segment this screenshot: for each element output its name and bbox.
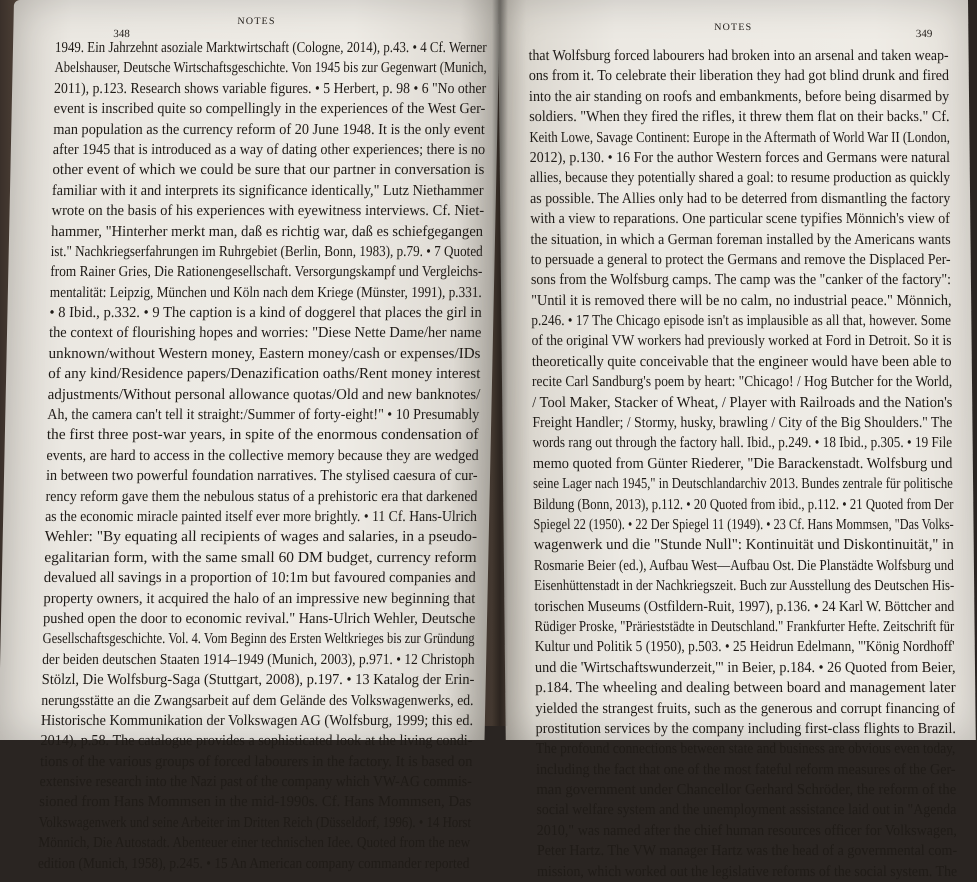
text-line: recite Carl Sandburg's poem by heart: "Chicago! / Hog Butcher for the World, [531, 373, 953, 391]
text-line: with a view to reparations. One particular scene typifies Mönnich's view of [530, 210, 950, 228]
left-page-number: 348 [113, 28, 130, 40]
text-line: events, are hard to access in the collective memory because they are wedged [46, 446, 479, 464]
text-line: as possible. The Allies only had to be deterred from dismantling the factory [529, 189, 951, 207]
text-line: yielded the strangest fruits, such as the generous and corrupt financing of [535, 699, 956, 717]
text-line: to persuade a general to protect the Germans and remove the Displaced Per- [530, 250, 951, 268]
text-line: Wehler: "By equating all recipients of wages and salaries, in a pseudo- [44, 528, 478, 546]
text-line: memo quoted from Günter Riederer, "Die Barackenstadt. Wolfsburg und [532, 454, 953, 472]
text-line: egalitarian form, with the same small 60 DM budget, currency reform [44, 548, 477, 566]
text-line: theoretically quite conceivable that the engineer would have been able to [531, 352, 952, 370]
text-line: und die 'Wirtschaftswunderzeit,'" in Beier, p.184. • 26 Quoted from Beier, [534, 658, 956, 676]
left-page-header [13, 14, 499, 40]
text-line: seine Lager nach 1945," in Deutschlandarchiv 2013. Bundes zentrale für politische [532, 475, 953, 493]
text-line: event is inscribed quite so compellingly in the experiences of the West Ger- [53, 100, 486, 118]
text-line: including the fact that one of the most fateful reform measures of the Ger- [535, 760, 956, 778]
text-line: from Rainer Gries, Die Rationengesellschaft. Versorgungskampf und Vergleichs- [50, 263, 483, 281]
text-line: Spiegel 22 (1950). • 22 Der Spiegel 11 (1949). • 23 Cf. Hans Mommsen, "Das Volks- [533, 515, 954, 533]
text-line: the situation, in which a German foreman installed by the Americans wants [530, 230, 951, 248]
text-line: man government under Chancellor Gerhard Schröder, the reform of the [536, 781, 957, 799]
text-line: 2010," was named after the chief human resources officer for Volkswagen, [536, 821, 957, 839]
text-line: that Wolfsburg forced labourers had broken into an arsenal and taken weap- [528, 47, 949, 64]
text-line: mission, which worked out the legislative reforms of the social system. The [537, 862, 958, 880]
text-line: rency reform gave them the nebulous status of a prehistoric era that darkened [45, 487, 478, 505]
text-line: der beiden deutschen Staaten 1914–1949 (Munich, 2003), p.971. • 12 Christoph [42, 650, 475, 668]
text-line: Keith Lowe, Savage Continent: Europe in the Aftermath of World War II (London, [529, 128, 950, 146]
text-line: Bildung (Bonn, 2013), p.112. • 20 Quoted from ibid., p.112. • 21 Quoted from Der [533, 495, 954, 513]
left-page-text [38, 38, 488, 874]
text-line: prostitution services by the company including first-class flights to Brazil. [535, 719, 957, 737]
text-line: torischen Museums (Ostfildern-Ruit, 1997), p.136. • 24 Karl W. Böttcher and [534, 597, 955, 615]
text-line: Eisenhüttenstadt in der Nachkriegszeit. Buch zur Ausstellung des Deutschen His- [534, 577, 955, 595]
text-line: man population as the currency reform of 20 June 1948. It is the only event [53, 120, 486, 138]
text-line: Mönnich, Die Autostadt. Abenteuer einer technischen Idee. Quoted from the new [38, 834, 471, 852]
text-line: extensive research into the Nazi past of the company which VW-AG commis- [39, 773, 472, 791]
text-line: 1949. Ein Jahrzehnt asoziale Marktwirtschaft (Cologne, 2014), p.43. • 4 Cf. Werner [54, 39, 487, 56]
text-line: wagenwerk und die "Stunde Null": Kontinuität und Diskontinuität," in [533, 536, 954, 554]
text-line: 2012), p.130. • 16 For the author Western forces and Germans were natural [529, 148, 951, 166]
text-line: Stölzl, Die Wolfsburg-Saga (Stuttgart, 2008), p.197. • 13 Katalog der Erin- [41, 671, 475, 689]
text-line: sons from the Wolfsburg camps. The camp was the "canker of the factory": [530, 271, 952, 289]
right-page-number: 349 [915, 28, 933, 40]
text-line: Peter Hartz. The VW manager Hartz was the head of a governmental com- [536, 842, 958, 860]
text-line: unknown/without Western money, Eastern money/cash or expenses/IDs [48, 344, 481, 362]
text-line: into the air standing on roofs and embankments, before being disarmed by [528, 87, 950, 105]
text-line: in between two powerful foundation narratives. The stylised caesura of cur- [45, 467, 478, 485]
text-line: Rüdiger Proske, "Prärieststädte in Deutschland." Frankfurter Hefte. Zeitschrift für [534, 617, 955, 635]
text-line: p.246. • 17 The Chicago episode isn't as implausible as all that, however. Some [531, 312, 952, 330]
left-running-head: NOTES [237, 16, 276, 27]
text-line: property owners, it acquired the halo of an impressive new beginning that [43, 589, 476, 607]
text-line: of the original VW workers had previously worked at Ford in Detroit. So it is [531, 332, 952, 350]
text-line: ist." Nachkriegserfahrungen im Ruhrgebiet (Berlin, Bonn, 1983), p.79. • 7 Quoted [50, 242, 483, 260]
text-line: / Tool Maker, Stacker of Wheat, / Player with Railroads and the Nation's [532, 393, 953, 411]
text-line: Freight Handler; / Stormy, husky, brawling / City of the Big Shoulders." The [532, 414, 953, 432]
text-line: words rang out through the factory hall. Ibid., p.249. • 18 Ibid., p.305. • 19 File [532, 434, 953, 452]
text-line: p.184. The wheeling and dealing between board and management later [535, 679, 956, 697]
text-line: 2011), p.123. Research shows variable figures. • 5 Herbert, p. 98 • 6 "No other [53, 79, 487, 97]
text-line: familiar with it and interprets its significance identically," Lutz Niethammer [51, 181, 484, 199]
text-line: Ah, the camera can't tell it straight:/Summer of forty-eight!" • 10 Presumably [47, 406, 480, 424]
text-line: Rosmarie Beier (ed.), Aufbau West—Aufbau Ost. Die Planstädte Wolfsburg und [533, 556, 954, 574]
text-line: wrote on the basis of his experiences with eyewitness interviews. Cf. Niet- [51, 202, 485, 220]
right-page [498, 0, 976, 880]
right-page-text [528, 46, 957, 882]
text-line: allies, because they potentially shared a goal: to resume production as quickly [529, 169, 951, 187]
text-line: "Until it is removed there will be no calm, no industrial peace." Mönnich, [531, 291, 952, 309]
text-line: hammer, "Hinterher merkt man, daß es richtig war, daß es schiefgegangen [50, 222, 484, 240]
text-line: • 8 Ibid., p.332. • 9 The caption is a kind of doggerel that places the girl in [49, 304, 482, 322]
text-line: The profound connections between state and business are obvious even today, [535, 740, 956, 758]
text-line: tions of the various groups of forced labourers in the factory. It is based on [39, 752, 473, 770]
text-line: adjustments/Without personal allowance quotas/Old and new banknotes/ [47, 385, 481, 403]
text-line: Historische Kommunikation der Volkswagen AG (Wolfsburg, 1999; this ed. [40, 711, 474, 729]
text-line: after 1945 that is introduced as a way of dating other experiences; there is no [52, 140, 486, 158]
text-line: the first three post-war years, in spite of the enormous condensation of [46, 426, 479, 444]
text-line: social welfare system and the unemployment assistance laid out in "Agenda [536, 801, 957, 819]
text-line: Gesellschaftsgeschichte. Vol. 4. Vom Beginn des Ersten Weltkrieges bis zur Gründung [42, 630, 475, 648]
text-line: Abelshauser, Deutsche Wirtschaftsgeschichte. Von 1945 bis zur Gegenwart (Munich, [54, 59, 487, 77]
text-line: pushed open the door to economic revival." Hans-Ulrich Wehler, Deutsche [42, 609, 476, 627]
text-line: devalued all savings in a proportion of 10:1m but favoured companies and [43, 569, 476, 587]
text-line: other event of which we could be sure that our partner in conversation is [52, 161, 485, 179]
text-line: 2014), p.58. The catalogue provides a sophisticated look at the living condi- [40, 732, 473, 750]
text-line: edition (Munich, 1958), p.245. • 15 An American company commander reported [37, 854, 470, 872]
text-line: mentalität: Leipzig, München und Köln nach dem Kriege (Münster, 1991), p.331. [49, 283, 482, 301]
text-line: the context of flourishing hopes and worries: "Diese Nette Dame/her name [48, 324, 482, 342]
text-line: ons from it. To celebrate their liberation they had got blind drunk and fired [528, 67, 950, 85]
text-line: of any kind/Residence papers/Denazification oaths/Rent money interest [47, 365, 481, 383]
text-line: soldiers. "When they fired the rifles, it threw them flat on their backs." Cf. [529, 108, 950, 126]
right-running-head: NOTES [714, 22, 753, 33]
text-line: as the economic miracle painted itself ever more brightly. • 11 Cf. Hans-Ulrich [45, 507, 478, 525]
right-page-header [498, 14, 968, 40]
text-line: Volkswagenwerk und seine Arbeiter im Dritten Reich (Düsseldorf, 1996). • 14 Horst [38, 813, 472, 831]
text-line: sioned from Hans Mommsen in the mid-1990s. Cf. Hans Mommsen, Das [39, 793, 472, 811]
text-line: nerungsstätte an die Zwangsarbeit auf dem Gelände des Volkswagenwerks, ed. [41, 691, 474, 709]
text-line: Kultur und Politik 5 (1950), p.503. • 25 Heidrun Edelmann, "'König Nordhoff' [534, 638, 955, 656]
